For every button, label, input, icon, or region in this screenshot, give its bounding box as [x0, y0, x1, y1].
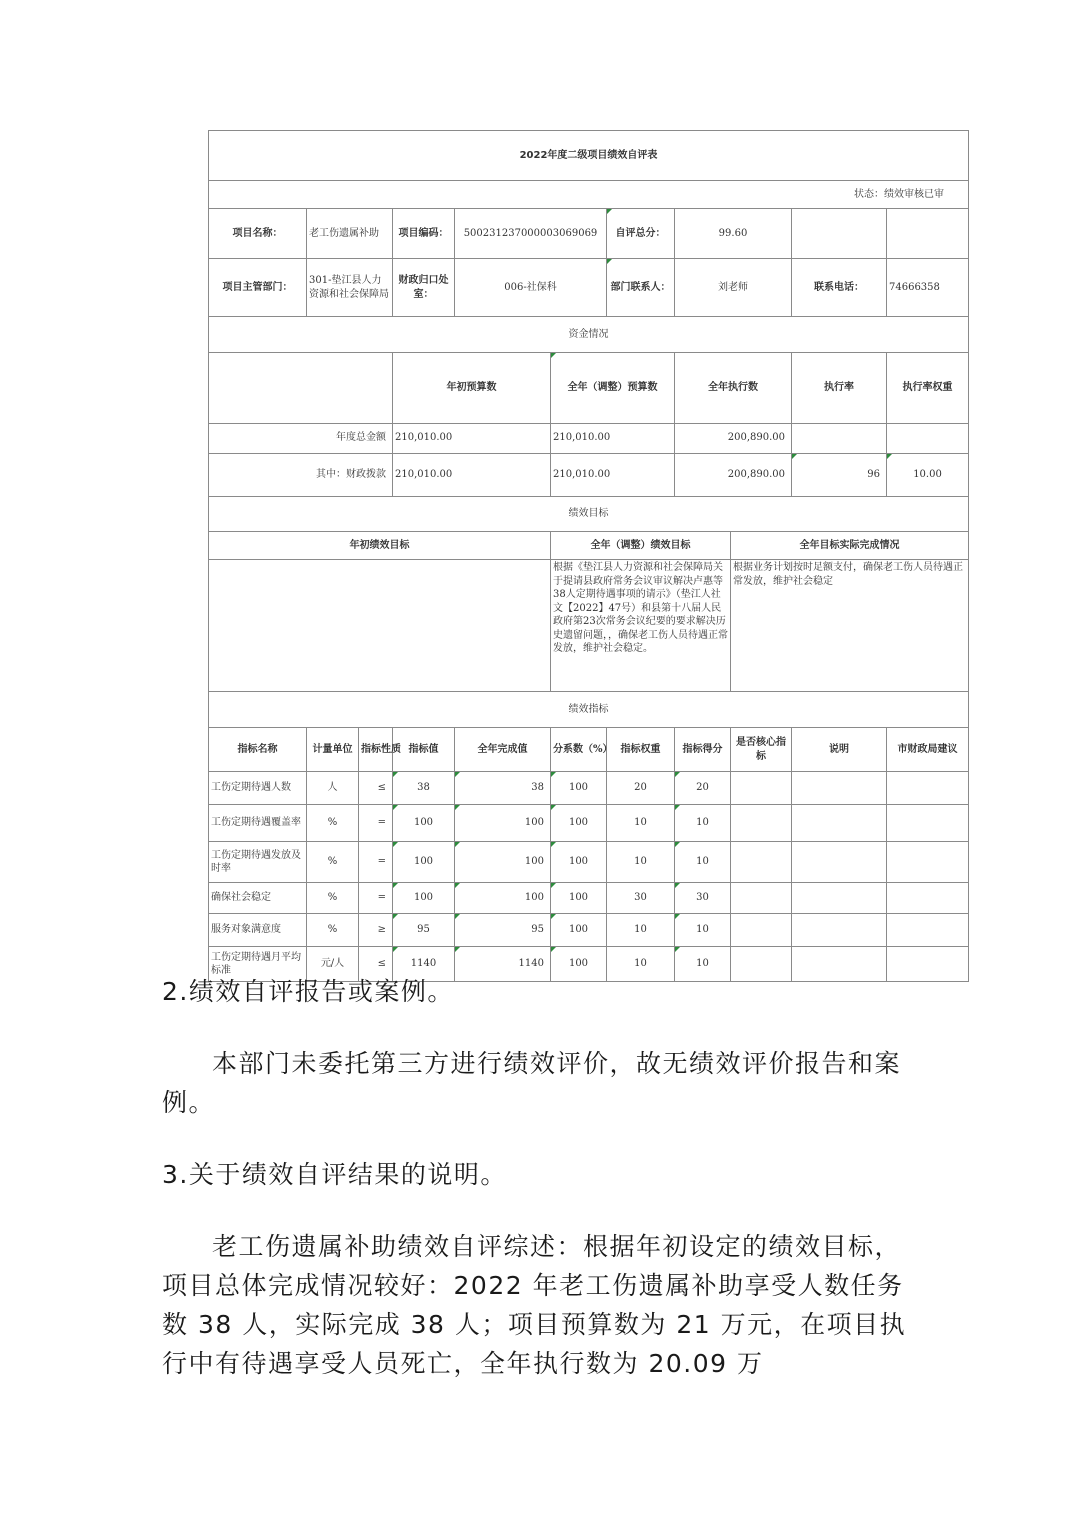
funds-header: 执行率权重	[887, 353, 969, 424]
indicator-advice	[887, 842, 969, 883]
indicator-score: 10	[675, 914, 731, 947]
indicator-header: 指标性质	[359, 728, 393, 772]
indicator-name: 确保社会稳定	[209, 883, 307, 914]
indicator-header: 说明	[792, 728, 887, 772]
indicator-header: 计量单位	[307, 728, 359, 772]
indicator-nature: =	[359, 842, 393, 883]
indicator-unit: %	[307, 883, 359, 914]
indicator-note	[792, 805, 887, 842]
indicator-note	[792, 772, 887, 805]
indicator-core	[731, 883, 792, 914]
self-score: 99.60	[675, 209, 792, 259]
indicator-header: 指标名称	[209, 728, 307, 772]
indicator-advice	[887, 772, 969, 805]
performance-table	[208, 130, 968, 982]
phone: 74666358	[887, 259, 969, 317]
status-text: 状态：绩效审核已审	[209, 181, 969, 209]
indicator-value: 95	[393, 914, 455, 947]
table-row	[209, 842, 969, 883]
indicator-score: 10	[675, 842, 731, 883]
goals-section-title: 绩效目标	[209, 497, 969, 532]
indicator-value: 100	[393, 883, 455, 914]
indicator-coef: 100	[551, 772, 607, 805]
indicator-coef: 100	[551, 914, 607, 947]
indicator-done: 38	[455, 772, 551, 805]
indicator-note	[792, 842, 887, 883]
report-text	[162, 972, 922, 1383]
indicator-nature: ≤	[359, 772, 393, 805]
project-code-label: 项目编码：	[393, 209, 455, 259]
indicator-weight: 10	[607, 805, 675, 842]
indicator-core	[731, 842, 792, 883]
indicator-core	[731, 772, 792, 805]
indicator-done: 95	[455, 914, 551, 947]
goal-adjusted: 根据《垫江县人力资源和社会保障局关于提请县政府常务会议审议解决卢惠等38人定期待遇事项的请示》（垫江人社文【2022】47号）和县第十八届人民政府第23次常务会议纪要的要求解决历史遗留问题，，确保老工伤人员待遇正常发放，维护社会稳定。	[551, 560, 731, 692]
indicator-header: 分系数（%）	[551, 728, 607, 772]
indicator-done: 100	[455, 883, 551, 914]
empty-cell	[887, 209, 969, 259]
paragraph-summary: 老工伤遗属补助绩效自评综述：根据年初设定的绩效目标，项目总体完成情况较好：2022 年老工伤遗属补助享受人数任务数 38 人，实际完成 38 人；项目预算数为 21 万元，在项目执行中有待遇享受人员死亡，全年执行数为 20.09 万	[162, 1232, 907, 1378]
self-score-label: 自评总分：	[607, 209, 675, 259]
funds-header-blank	[209, 353, 393, 424]
indicator-core	[731, 805, 792, 842]
indicator-nature: ≤	[359, 947, 393, 982]
indicator-coef: 100	[551, 883, 607, 914]
indicator-score: 20	[675, 772, 731, 805]
funds-header: 全年（调整）预算数	[551, 353, 675, 424]
goal-initial	[209, 560, 551, 692]
indicator-nature: =	[359, 883, 393, 914]
indicator-weight: 10	[607, 914, 675, 947]
indicator-nature: =	[359, 805, 393, 842]
indicators-section-title: 绩效指标	[209, 692, 969, 728]
indicator-header: 指标权重	[607, 728, 675, 772]
contact-label: 部门联系人：	[607, 259, 675, 317]
indicator-weight: 10	[607, 842, 675, 883]
indicator-done: 100	[455, 805, 551, 842]
funds-header: 年初预算数	[393, 353, 551, 424]
indicator-advice	[887, 883, 969, 914]
funds-executed: 200,890.00	[675, 423, 792, 453]
funds-executed: 200,890.00	[675, 453, 792, 497]
empty-cell	[792, 209, 887, 259]
table-row	[209, 805, 969, 842]
indicator-note	[792, 883, 887, 914]
indicator-nature: ≥	[359, 914, 393, 947]
indicator-note	[792, 914, 887, 947]
project-name-label: 项目名称：	[209, 209, 307, 259]
indicator-advice	[887, 805, 969, 842]
indicator-header: 全年完成值	[455, 728, 551, 772]
indicator-unit: %	[307, 805, 359, 842]
indicator-done: 1140	[455, 947, 551, 982]
funds-adjusted: 210,010.00	[551, 423, 675, 453]
section-heading-2: 2.绩效自评报告或案例。	[162, 977, 454, 1006]
indicator-header: 指标值	[393, 728, 455, 772]
dept: 301-垫江县人力资源和社会保障局	[307, 259, 393, 317]
funds-rate: 96	[792, 453, 887, 497]
indicator-score: 10	[675, 947, 731, 982]
funds-section-title: 资金情况	[209, 317, 969, 353]
table-row	[209, 883, 969, 914]
funds-adjusted: 210,010.00	[551, 453, 675, 497]
indicator-header: 市财政局建议	[887, 728, 969, 772]
indicator-value: 100	[393, 842, 455, 883]
indicator-unit: %	[307, 914, 359, 947]
finance-office-label: 财政归口处室：	[393, 259, 455, 317]
indicator-coef: 100	[551, 842, 607, 883]
indicator-score: 30	[675, 883, 731, 914]
indicator-value: 38	[393, 772, 455, 805]
indicator-value: 100	[393, 805, 455, 842]
indicator-header: 指标得分	[675, 728, 731, 772]
evaluation-table	[208, 130, 969, 982]
indicator-weight: 20	[607, 772, 675, 805]
indicator-core	[731, 914, 792, 947]
funds-header: 执行率	[792, 353, 887, 424]
indicator-unit: %	[307, 842, 359, 883]
indicator-header: 是否核心指标	[731, 728, 792, 772]
indicator-score: 10	[675, 805, 731, 842]
indicator-weight: 30	[607, 883, 675, 914]
funds-row-label: 其中：财政拨款	[209, 453, 393, 497]
indicator-coef: 100	[551, 805, 607, 842]
indicator-unit: 元/人	[307, 947, 359, 982]
indicator-advice	[887, 914, 969, 947]
table-row	[209, 772, 969, 805]
indicator-unit: 人	[307, 772, 359, 805]
section-heading-3: 3.关于绩效自评结果的说明。	[162, 1160, 507, 1189]
goals-header: 年初绩效目标	[209, 532, 551, 560]
indicator-name: 服务对象满意度	[209, 914, 307, 947]
indicator-done: 100	[455, 842, 551, 883]
project-code: 500231237000003069069	[455, 209, 607, 259]
phone-label: 联系电话：	[792, 259, 887, 317]
indicator-name: 工伤定期待遇覆盖率	[209, 805, 307, 842]
funds-row-label: 年度总金额	[209, 423, 393, 453]
table-title: 2022年度二级项目绩效自评表	[209, 131, 969, 181]
dept-label: 项目主管部门：	[209, 259, 307, 317]
goals-header: 全年（调整）绩效目标	[551, 532, 731, 560]
funds-weight: 10.00	[887, 453, 969, 497]
funds-header: 全年执行数	[675, 353, 792, 424]
indicator-weight: 10	[607, 947, 675, 982]
paragraph-third-party: 本部门未委托第三方进行绩效评价，故无绩效评价报告和案例。	[162, 1049, 902, 1117]
finance-office: 006-社保科	[455, 259, 607, 317]
indicator-value: 1140	[393, 947, 455, 982]
goal-actual: 根据业务计划按时足额支付，确保老工伤人员待遇正常发放，维护社会稳定	[731, 560, 969, 692]
funds-rate	[792, 423, 887, 453]
goals-header: 全年目标实际完成情况	[731, 532, 969, 560]
indicator-name: 工伤定期待遇发放及时率	[209, 842, 307, 883]
table-row	[209, 914, 969, 947]
funds-initial: 210,010.00	[393, 453, 551, 497]
indicator-name: 工伤定期待遇人数	[209, 772, 307, 805]
indicator-name: 工伤定期待遇月平均标准	[209, 947, 307, 982]
indicator-coef: 100	[551, 947, 607, 982]
funds-initial: 210,010.00	[393, 423, 551, 453]
project-name: 老工伤遗属补助	[307, 209, 393, 259]
funds-weight	[887, 423, 969, 453]
contact: 刘老师	[675, 259, 792, 317]
